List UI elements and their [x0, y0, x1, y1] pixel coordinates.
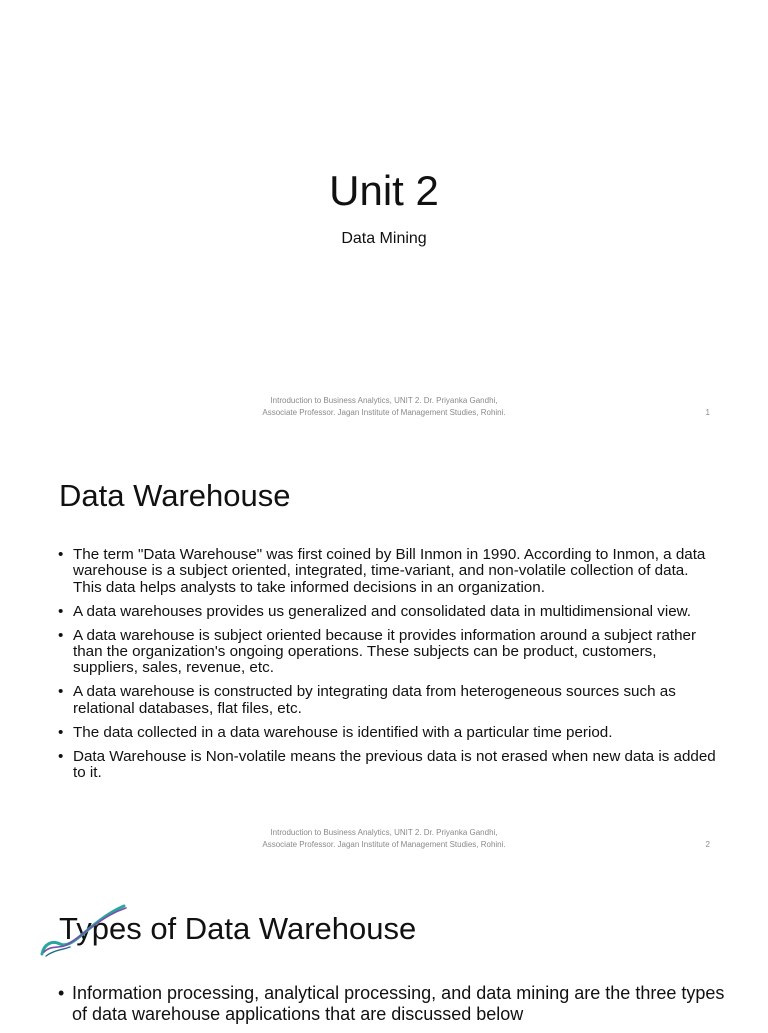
bullet-item: • Data Warehouse is Non-volatile means the previous data is not erased when new data is added to it. — [58, 749, 718, 782]
bullet-item: • The term "Data Warehouse" was first coined by Bill Inmon in 1990. According to Inmon, a data warehouse is a subject oriented, integrated, time-variant, and non-volatile collection of data. This data helps analysts to take informed decisions in an organization. — [58, 547, 718, 596]
slide-subtitle: Data Mining — [341, 230, 427, 247]
bullet-list — [58, 547, 718, 789]
bullet-item: • A data warehouses provides us generalized and consolidated data in multidimensional view. — [58, 604, 718, 620]
bullet-item: • The data collected in a data warehouse is identified with a particular time period. — [58, 725, 718, 741]
page-number: 2 — [705, 840, 710, 849]
slide-title: Unit 2 — [329, 167, 439, 214]
bullet-item: • A data warehouse is constructed by integrating data from heterogeneous sources such as relational databases, flat files, etc. — [58, 684, 718, 717]
bullet-item: • A data warehouse is subject oriented because it provides information around a subject rather than the organization's ongoing operations. These subjects can be product, customers, suppliers, sales, revenue, etc. — [58, 628, 718, 677]
slide-1 — [0, 0, 768, 436]
slide-2 — [0, 436, 768, 868]
slide-footer: Introduction to Business Analytics, UNIT 2. Dr. Priyanka Gandhi, Associate Professor. Jagan Institute of Management Studies, Rohini. — [262, 396, 506, 417]
bullet-item: • Information processing, analytical processing, and data mining are the three types of data warehouse applications that are discussed below — [58, 983, 728, 1025]
bullet-list — [58, 983, 728, 1033]
page-number: 1 — [705, 408, 710, 417]
slide-footer: Introduction to Business Analytics, UNIT 2. Dr. Priyanka Gandhi, Associate Professor. Jagan Institute of Management Studies, Rohini. — [262, 828, 506, 849]
slide-heading: Data Warehouse — [59, 478, 291, 513]
slide-3 — [0, 868, 768, 1024]
slide-heading: Types of Data Warehouse — [59, 911, 417, 946]
pen-swash-icon — [38, 904, 130, 958]
